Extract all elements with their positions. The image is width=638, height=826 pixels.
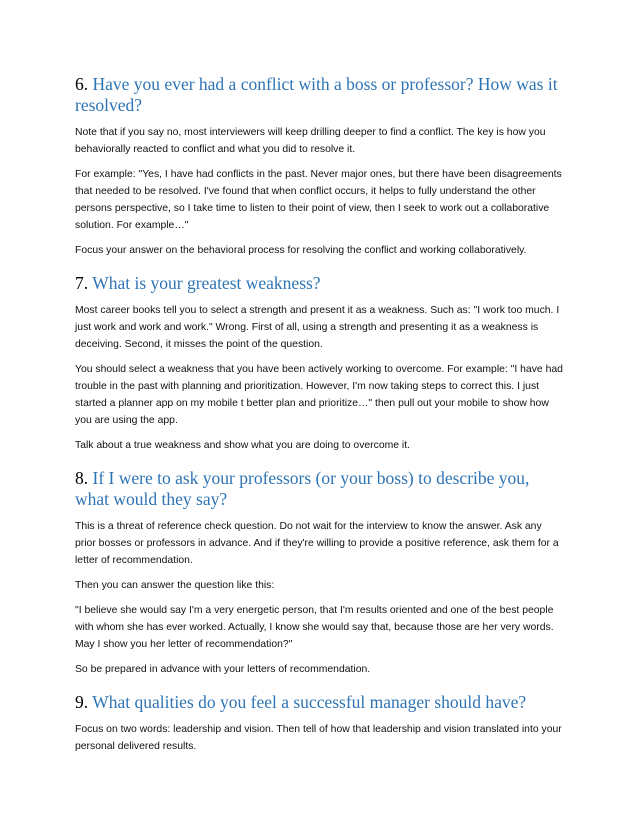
section-number: 9. <box>75 692 89 712</box>
document-page <box>75 74 565 769</box>
section-q7 <box>75 273 565 454</box>
paragraph: For example: "Yes, I have had conflicts in the past. Never major ones, but there have been disagreements that needed to be resolved. I've found that when conflict occurs, it helps to fully understand the other persons perspective, so I take time to listen to their point of view, then I seek to work out a collaborative solution. For example…" <box>75 169 562 231</box>
section-heading <box>75 273 565 294</box>
paragraph: "I believe she would say I'm a very energetic person, that I'm results oriented and one of the best people with whom she has ever worked. Actually, I know she would say that, because those are her very words. May I show you her letter of recommendation?" <box>75 605 554 650</box>
section-heading <box>75 74 565 116</box>
section-title: What is your greatest weakness? <box>92 273 321 293</box>
paragraph: Focus your answer on the behavioral process for resolving the conflict and working collaboratively. <box>75 245 527 256</box>
paragraph: Talk about a true weakness and show what you are doing to overcome it. <box>75 440 411 451</box>
paragraph: You should select a weakness that you have been actively working to overcome. For example: "I have had trouble in the past with planning and prioritization. However, I'm now taking steps to correct this. I just started a planner app on my mobile t better plan and prioritize…" then pull out your mobile to show how you are using the app. <box>75 364 563 426</box>
section-q8 <box>75 468 565 678</box>
paragraph: This is a threat of reference check question. Do not wait for the interview to know the answer. Ask any prior bosses or professors in advance. And if they're willing to provide a positive reference, ask them for a letter of recommendation. <box>75 521 559 566</box>
section-number: 7. <box>75 273 89 293</box>
section-q6 <box>75 74 565 259</box>
paragraph: Then you can answer the question like this: <box>75 580 275 591</box>
section-q9 <box>75 692 565 755</box>
paragraph: So be prepared in advance with your letters of recommendation. <box>75 664 371 675</box>
section-heading <box>75 468 565 510</box>
section-heading <box>75 692 565 713</box>
section-number: 6. <box>75 74 89 94</box>
section-title: Have you ever had a conflict with a boss or professor? How was it resolved? <box>75 74 558 115</box>
section-number: 8. <box>75 468 89 488</box>
paragraph: Most career books tell you to select a strength and present it as a weakness. Such as: "I work too much. I just work and work and work." Wrong. First of all, using a strength and presenting it as a weakness is deceiving. Second, it misses the point of the question. <box>75 305 560 350</box>
paragraph: Note that if you say no, most interviewers will keep drilling deeper to find a conflict. The key is how you behaviorally reacted to conflict and what you did to resolve it. <box>75 127 546 155</box>
section-title: What qualities do you feel a successful manager should have? <box>92 692 527 712</box>
section-title: If I were to ask your professors (or your boss) to describe you, what would they say? <box>75 468 530 509</box>
paragraph: Focus on two words: leadership and vision. Then tell of how that leadership and vision translated into your personal delivered results. <box>75 724 562 752</box>
